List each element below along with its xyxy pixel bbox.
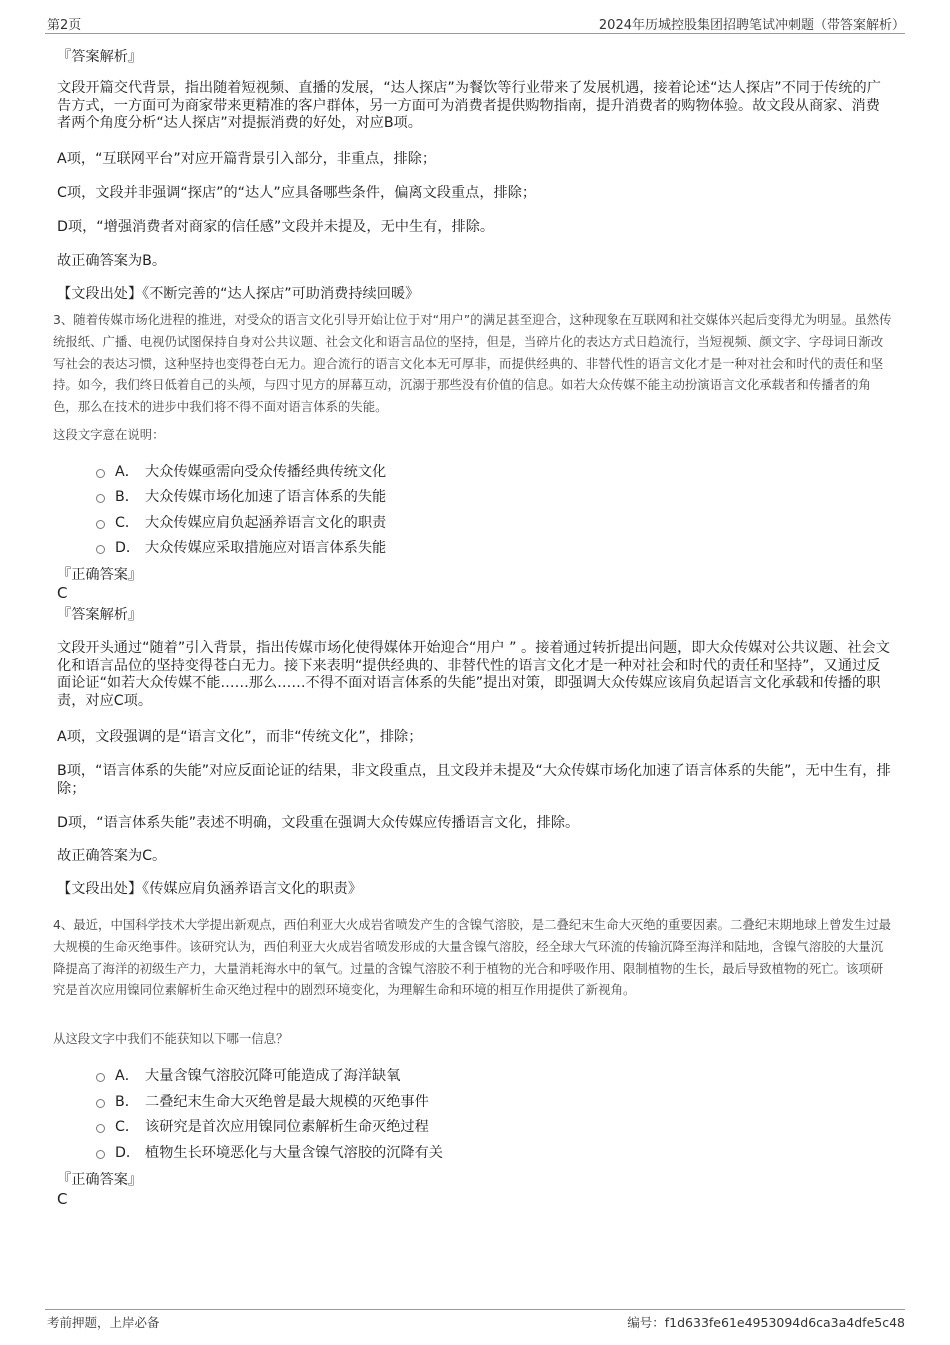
option-text: 二叠纪末生命大灭绝曾是最大规模的灭绝事件 <box>145 1094 429 1110</box>
q3-correct-mark: 『正确答案』 <box>57 567 143 583</box>
option-letter: A． <box>115 1068 139 1084</box>
footer-divider <box>45 1309 905 1310</box>
q2-analysis-mark: 『答案解析』 <box>57 49 143 65</box>
radio-icon[interactable] <box>96 1099 105 1108</box>
q2-conclusion: 故正确答案为B。 <box>57 253 167 269</box>
q4-option-b[interactable] <box>96 1090 429 1112</box>
q3-analysis-mark: 『答案解析』 <box>57 607 143 623</box>
q2-analysis-text: 文段开篇交代背景，指出随着短视频、直播的发展，“达人探店”为餐饮等行业带来了发展机遇，接着论述“达人探店”不同于传统的广告方式，一方面可为商家带来更精准的客户群体，另一方面可为消费者提供购物指南，提升消费者的购物体验。故文段从商家、消费者两个角度分析“达人探店”对提振消费的好处，对应B项。 <box>57 80 881 131</box>
option-text: 大众传媒应肩负起涵养语言文化的职责 <box>145 515 387 531</box>
option-letter: D． <box>115 1145 141 1161</box>
option-text: 该研究是首次应用镍同位素解析生命灭绝过程 <box>145 1119 429 1135</box>
q3-question: 这段文字意在说明： <box>53 427 165 442</box>
page-number: 第2页 <box>47 18 82 33</box>
q2-point-c: C项，文段并非强调“探店”的“达人”应具备哪些条件，偏离文段重点，排除； <box>57 185 537 201</box>
option-letter: B． <box>115 1094 139 1110</box>
q3-conclusion: 故正确答案为C。 <box>57 848 167 864</box>
q3-option-d[interactable] <box>96 536 386 558</box>
q3-point-b: B项，“语言体系的失能”对应反面论证的结果，非文段重点，且文段并未提及“大众传媒市场化加速了语言体系的失能”，无中生有，排除； <box>57 763 891 797</box>
radio-icon[interactable] <box>96 1150 105 1159</box>
option-text: 大众传媒应采取措施应对语言体系失能 <box>145 540 387 556</box>
option-text: 大众传媒亟需向受众传播经典传统文化 <box>145 464 387 480</box>
q3-source: 【文段出处】《传媒应肩负涵养语言文化的职责》 <box>57 881 363 897</box>
option-letter: A． <box>115 464 139 480</box>
radio-icon[interactable] <box>96 1124 105 1133</box>
q3-analysis-text: 文段开头通过“随着”引入背景，指出传媒市场化使得媒体开始迎合“用户 ” 。接着通过转折提出问题，即大众传媒对公共议题、社会文化和语言品位的坚持变得苍白无力。接下来表明“提供经典的、非替代性的语言文化才是一种对社会和时代的责任和坚持”，又通过反面论证“如若大众传媒不能……那么……不得不面对语言体系的失能”提出对策，即强调大众传媒应该肩负起语言文化承载和传播的职责，对应C项。 <box>57 640 890 709</box>
q4-option-c[interactable] <box>96 1115 429 1137</box>
option-text: 大量含镍气溶胶沉降可能造成了海洋缺氧 <box>145 1068 401 1084</box>
q4-correct-mark: 『正确答案』 <box>57 1172 143 1188</box>
q4-option-d[interactable] <box>96 1141 443 1163</box>
option-letter: C． <box>115 1119 140 1135</box>
page-header <box>0 0 950 32</box>
q3-point-d: D项，“语言体系失能”表述不明确，文段重在强调大众传媒应传播语言文化，排除。 <box>57 815 580 831</box>
radio-icon[interactable] <box>96 494 105 503</box>
header-divider <box>45 33 905 34</box>
q2-point-d: D项，“增强消费者对商家的信任感”文段并未提及，无中生有，排除。 <box>57 219 495 235</box>
q3-option-c[interactable] <box>96 511 386 533</box>
q3-option-a[interactable] <box>96 460 386 482</box>
q4-answer: C <box>57 1190 68 1208</box>
radio-icon[interactable] <box>96 469 105 478</box>
option-text: 植物生长环境恶化与大量含镍气溶胶的沉降有关 <box>145 1145 443 1161</box>
q2-point-a: A项，“互联网平台”对应开篇背景引入部分，非重点，排除； <box>57 151 437 167</box>
q2-source: 【文段出处】《不断完善的“达人探店”可助消费持续回暖》 <box>57 286 420 302</box>
q4-question: 从这段文字中我们不能获知以下哪一信息？ <box>53 1031 289 1046</box>
radio-icon[interactable] <box>96 520 105 529</box>
q3-stem: 3、随着传媒市场化进程的推进，对受众的语言文化引导开始让位于对“用户”的满足甚至迎合，这种现象在互联网和社交媒体兴起后变得尤为明显。虽然传统报纸、广播、电视仍试图保持自身对公共议题、社会文化和语言品位的坚持，但是，当碎片化的表达方式日趋流行，当短视频、颜文字、字母词日渐改写社会的表达习惯，这种坚持也变得苍白无力。迎合流行的语言文化本无可厚非，而提供经典的、非替代性的语言文化才是一种对社会和时代的责任和坚持。如今，我们终日低着自己的头颅，与四寸见方的屏幕互动，沉溺于那些没有价值的信息。如若大众传媒不能主动扮演语言文化承载者和传播者的角色，那么在技术的进步中我们将不得不面对语言体系的失能。 <box>53 312 892 415</box>
q4-option-a[interactable] <box>96 1064 400 1086</box>
option-letter: B． <box>115 489 139 505</box>
option-text: 大众传媒市场化加速了语言体系的失能 <box>145 489 387 505</box>
radio-icon[interactable] <box>96 545 105 554</box>
footer-slogan: 考前押题，上岸必备 <box>47 1315 160 1330</box>
q4-stem: 4、最近，中国科学技术大学提出新观点，西伯利亚大火成岩省喷发产生的含镍气溶胶，是二叠纪末生命大灭绝的重要因素。二叠纪末期地球上曾发生过最大规模的生命灭绝事件。该研究认为，西伯利亚大火成岩省喷发形成的大量含镍气溶胶，经全球大气环流的传输沉降至海洋和陆地，含镍气溶胶的大量沉降提高了海洋的初级生产力，大量消耗海水中的氧气。过量的含镍气溶胶不利于植物的光合和呼吸作用、限制植物的生长，最后导致植物的死亡。该项研究是首次应用镍同位素解析生命灭绝过程中的剧烈环境变化，为理解生命和环境的相互作用提供了新视角。 <box>53 917 892 998</box>
q3-answer: C <box>57 584 68 602</box>
footer-code: 编号：f1d633fe61e4953094d6ca3a4dfe5c48 <box>627 1315 905 1330</box>
radio-icon[interactable] <box>96 1073 105 1082</box>
document-title: 2024年历城控股集团招聘笔试冲刺题（带答案解析） <box>598 18 905 33</box>
option-letter: D． <box>115 540 141 556</box>
q3-point-a: A项，文段强调的是“语言文化”，而非“传统文化”，排除； <box>57 729 423 745</box>
option-letter: C． <box>115 515 140 531</box>
q3-option-b[interactable] <box>96 485 386 507</box>
